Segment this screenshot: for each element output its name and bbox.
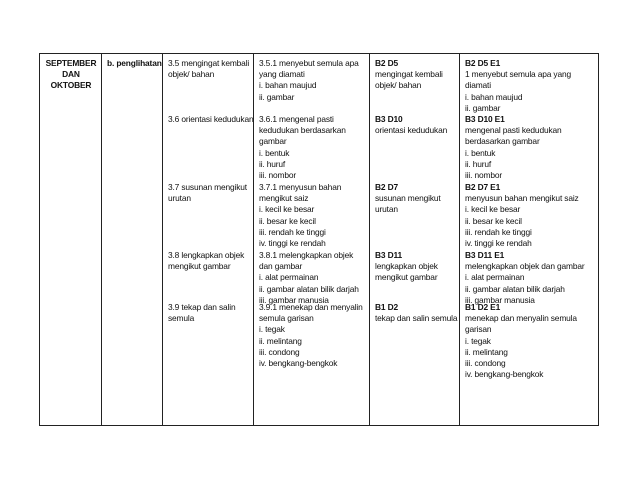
block-line: urutan: [375, 204, 398, 215]
lesson-plan-table: [39, 53, 599, 426]
block-heading: B2 D7: [375, 182, 398, 192]
block-line: urutan: [168, 193, 191, 204]
block-line: mengikut gambar: [168, 261, 231, 272]
block-line: iii. condong: [465, 358, 506, 369]
block-line: ii. gambar: [259, 91, 295, 102]
block-heading: B1 D2 E1: [465, 302, 501, 312]
content-block: [168, 302, 235, 324]
block-line: ii. besar ke kecil: [259, 215, 316, 226]
block-heading: B3 D10 E1: [465, 114, 505, 124]
block-line: mengenal pasti kedudukan: [465, 125, 562, 136]
block-line: i. bahan maujud: [259, 80, 317, 91]
content-block: [465, 302, 577, 380]
block-heading: B1 D2: [375, 302, 398, 312]
block-line: iii. rendah ke tinggi: [465, 226, 532, 237]
block-line: semula: [168, 313, 195, 324]
block-line: i. tegak: [259, 324, 285, 335]
content-block: [259, 58, 359, 103]
block-line: 1 menyebut semula apa yang: [465, 69, 571, 80]
block-line: 3.5 mengingat kembali: [168, 58, 250, 68]
evidence-cell: [460, 54, 599, 426]
block-line: iv. tinggi ke rendah: [465, 238, 532, 249]
content-block: [259, 302, 363, 369]
block-line: susunan mengikut: [375, 193, 441, 204]
block-line: melengkapkan objek dan gambar: [465, 261, 585, 272]
block-line: 3.7 susunan mengikut: [168, 182, 247, 192]
block-line: i. bentuk: [465, 147, 496, 158]
block-line: semula garisan: [259, 313, 314, 324]
block-line: iii. condong: [259, 346, 300, 357]
content-block: [168, 114, 253, 125]
block-line: i. kecil ke besar: [259, 204, 315, 215]
block-line: objek/ bahan: [375, 80, 422, 91]
block-line: ii. melintang: [259, 335, 302, 346]
content-block: [465, 114, 562, 181]
content-block: [375, 250, 438, 284]
content-block: [168, 250, 244, 272]
block-line: objek/ bahan: [168, 69, 215, 80]
aspect-label: b. penglihatan: [107, 58, 162, 68]
block-line: ii. gambar alatan bilik darjah: [465, 283, 565, 294]
block-line: iii. nombor: [259, 170, 296, 181]
content-block: [375, 114, 447, 136]
block-line: i. bahan maujud: [465, 91, 523, 102]
block-line: i. kecil ke besar: [465, 204, 521, 215]
learning-standard-cell: [254, 54, 370, 426]
block-line: 3.9.1 menekap dan menyalin: [259, 302, 363, 312]
block-line: orientasi kedudukan: [375, 125, 448, 136]
table-row: [40, 54, 599, 426]
block-line: iv. tinggi ke rendah: [259, 238, 326, 249]
block-line: lengkapkan objek: [375, 261, 438, 272]
block-line: 3.6.1 mengenal pasti: [259, 114, 334, 124]
block-line: menekap dan menyalin semula: [465, 313, 577, 324]
content-block: [168, 182, 247, 204]
block-heading: B3 D10: [375, 114, 403, 124]
content-block: [259, 114, 346, 181]
block-line: iv. bengkang-bengkok: [465, 369, 544, 380]
block-line: yang diamati: [259, 69, 305, 80]
block-line: 3.8 lengkapkan objek: [168, 250, 245, 260]
block-heading: B3 D11 E1: [465, 250, 505, 260]
content-block: [465, 58, 571, 114]
block-line: ii. gambar: [465, 102, 501, 113]
content-block: [375, 58, 443, 92]
block-line: iii. nombor: [465, 170, 502, 181]
block-line: i. alat permainan: [259, 272, 319, 283]
block-line: i. alat permainan: [465, 272, 525, 283]
block-line: 3.5.1 menyebut semula apa: [259, 58, 359, 68]
block-line: i. tegak: [465, 335, 491, 346]
block-line: berdasarkan gambar: [465, 136, 540, 147]
block-line: mengikut saiz: [259, 193, 309, 204]
block-line: kedudukan berdasarkan: [259, 125, 346, 136]
block-line: ii. huruf: [259, 158, 286, 169]
block-line: diamati: [465, 80, 491, 91]
block-line: 3.6 orientasi kedudukan: [168, 114, 254, 124]
block-line: ii. besar ke kecil: [465, 215, 522, 226]
content-block: [168, 58, 249, 80]
block-line: ii. melintang: [465, 346, 508, 357]
band-cell: [370, 54, 460, 426]
block-line: iii. gambar manusia: [259, 294, 329, 305]
block-line: 3.9 tekap dan salin: [168, 302, 236, 312]
month-line: DAN: [62, 69, 80, 80]
content-block: [375, 182, 441, 216]
block-line: dan gambar: [259, 261, 303, 272]
content-block: [375, 302, 457, 324]
month-line: OKTOBER: [50, 80, 92, 91]
block-line: 3.8.1 melengkapkan objek: [259, 250, 354, 260]
content-block: [259, 182, 341, 249]
block-heading: B2 D5: [375, 58, 398, 68]
block-line: mengikut gambar: [375, 272, 438, 283]
month-line: SEPTEMBER: [45, 58, 97, 68]
block-heading: B2 D7 E1: [465, 182, 501, 192]
content-block: [465, 182, 579, 249]
block-line: iii. rendah ke tinggi: [259, 226, 326, 237]
block-line: mengingat kembali: [375, 69, 443, 80]
block-line: i. bentuk: [259, 147, 290, 158]
block-line: ii. huruf: [465, 158, 492, 169]
block-line: gambar: [259, 136, 287, 147]
block-line: ii. gambar alatan bilik darjah: [259, 283, 359, 294]
content-block: [465, 250, 585, 306]
block-line: iv. bengkang-bengkok: [259, 358, 338, 369]
standard-content-cell: [163, 54, 254, 426]
content-block: [259, 250, 359, 306]
block-line: iii. gambar manusia: [465, 294, 535, 305]
block-heading: B2 D5 E1: [465, 58, 501, 68]
block-line: menyusun bahan mengikut saiz: [465, 193, 579, 204]
aspect-cell: [102, 54, 163, 426]
block-line: tekap dan salin semula: [375, 313, 458, 324]
month-cell: [40, 54, 102, 426]
block-heading: B3 D11: [375, 250, 403, 260]
block-line: garisan: [465, 324, 492, 335]
block-line: 3.7.1 menyusun bahan: [259, 182, 342, 192]
